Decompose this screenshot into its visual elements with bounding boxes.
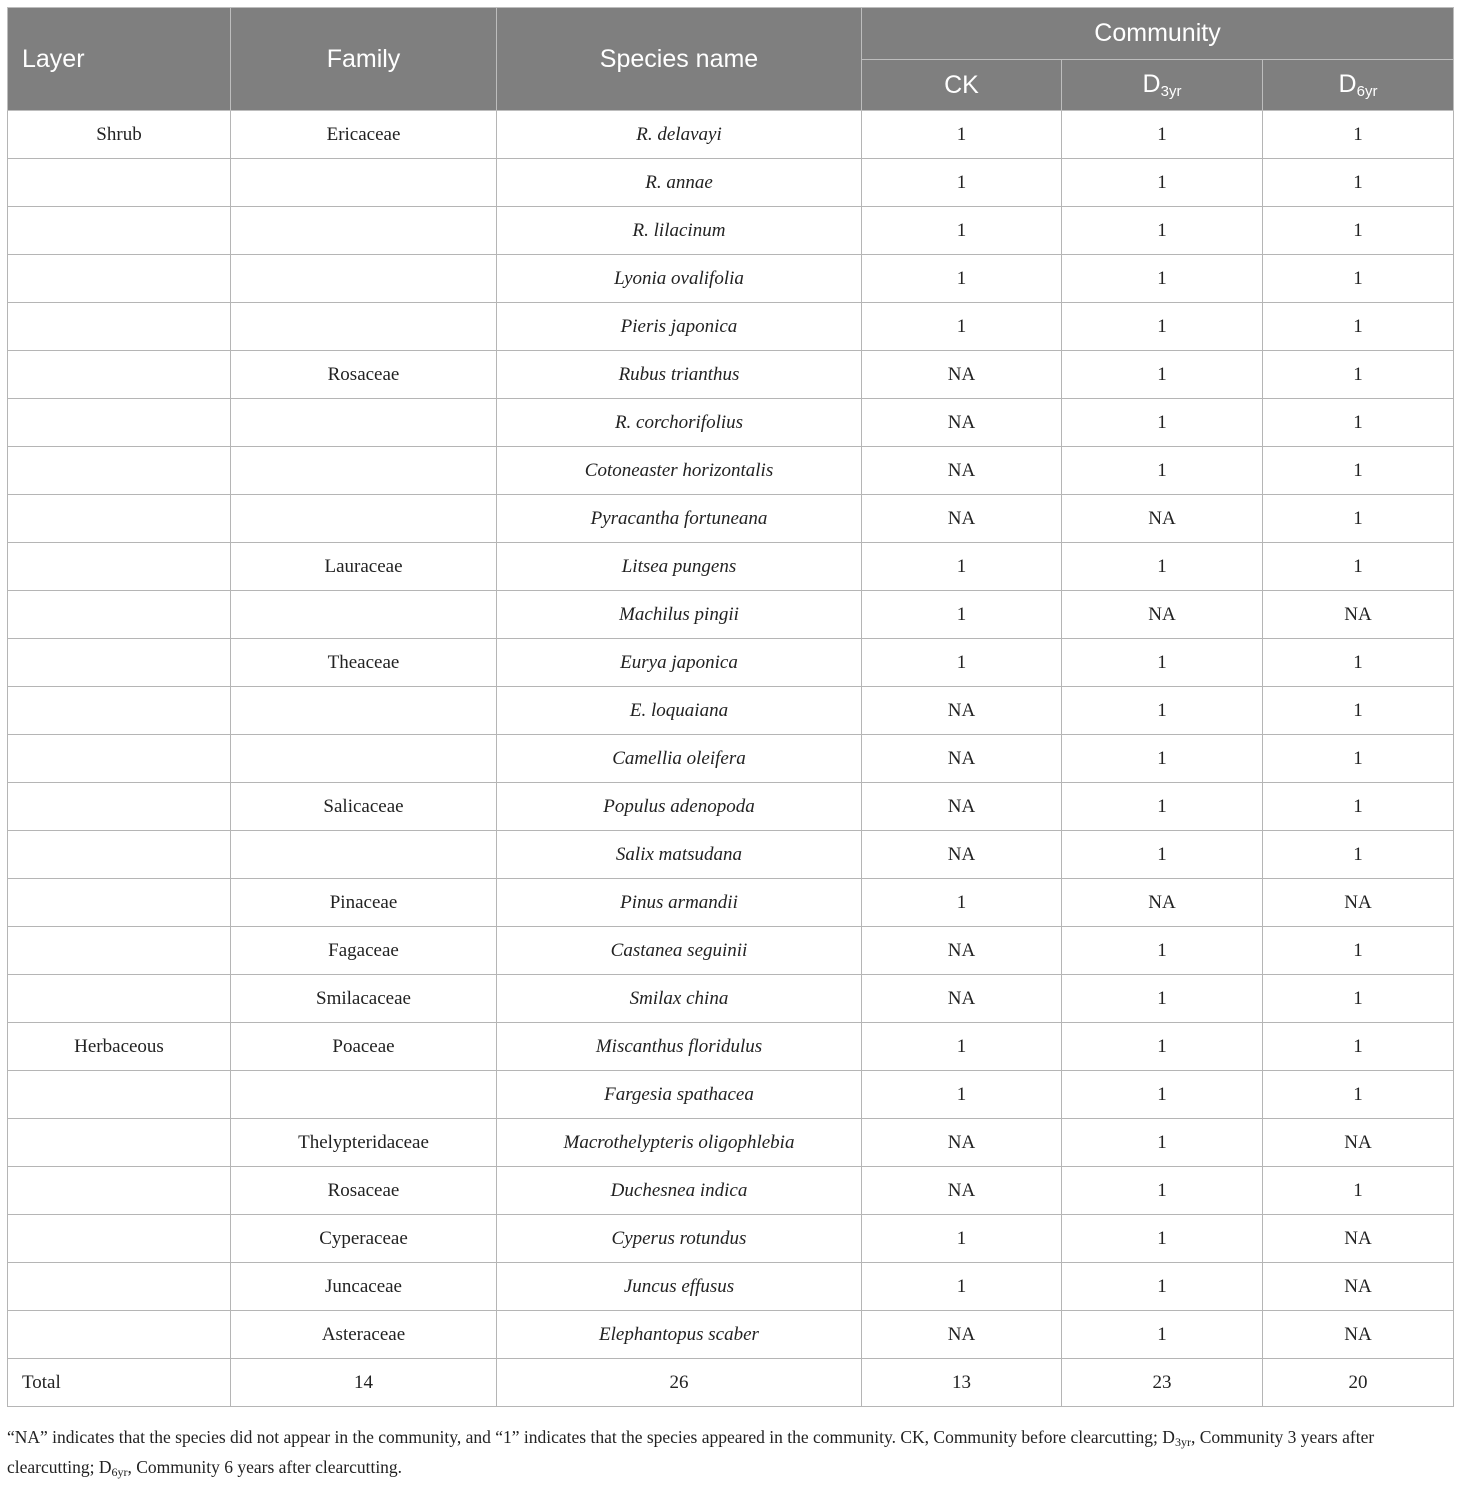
cell-family bbox=[231, 303, 497, 351]
cell-family bbox=[231, 447, 497, 495]
cell-ck: NA bbox=[862, 687, 1062, 735]
cell-family bbox=[231, 831, 497, 879]
cell-d6yr: NA bbox=[1263, 1119, 1454, 1167]
cell-species: Pieris japonica bbox=[497, 303, 862, 351]
cell-d6yr: 1 bbox=[1263, 207, 1454, 255]
header-species: Species name bbox=[497, 8, 862, 111]
table-row bbox=[8, 1215, 1454, 1263]
cell-layer bbox=[8, 927, 231, 975]
cell-species: Fargesia spathacea bbox=[497, 1071, 862, 1119]
cell-family bbox=[231, 687, 497, 735]
cell-family bbox=[231, 255, 497, 303]
cell-species: Rubus trianthus bbox=[497, 351, 862, 399]
cell-d6yr: 1 bbox=[1263, 735, 1454, 783]
table-header bbox=[8, 8, 1454, 111]
cell-layer bbox=[8, 303, 231, 351]
cell-d6yr: 1 bbox=[1263, 351, 1454, 399]
table-row bbox=[8, 1023, 1454, 1071]
cell-family bbox=[231, 591, 497, 639]
cell-d6yr: 1 bbox=[1263, 303, 1454, 351]
cell-d3yr: 1 bbox=[1062, 543, 1263, 591]
cell-d3yr: 1 bbox=[1062, 207, 1263, 255]
total-species: 26 bbox=[497, 1359, 862, 1407]
cell-family: Rosaceae bbox=[231, 1167, 497, 1215]
total-d6yr: 20 bbox=[1263, 1359, 1454, 1407]
cell-layer bbox=[8, 1263, 231, 1311]
table-row bbox=[8, 159, 1454, 207]
cell-layer bbox=[8, 351, 231, 399]
cell-family: Ericaceae bbox=[231, 111, 497, 159]
cell-ck: 1 bbox=[862, 111, 1062, 159]
total-ck: 13 bbox=[862, 1359, 1062, 1407]
cell-ck: 1 bbox=[862, 159, 1062, 207]
cell-d3yr: 1 bbox=[1062, 351, 1263, 399]
cell-layer bbox=[8, 639, 231, 687]
table-row bbox=[8, 735, 1454, 783]
cell-d6yr: 1 bbox=[1263, 1023, 1454, 1071]
header-d6yr: $D_{6yr}$ bbox=[1263, 60, 1454, 111]
cell-d3yr: NA bbox=[1062, 495, 1263, 543]
total-label: Total bbox=[8, 1359, 231, 1407]
cell-layer bbox=[8, 1071, 231, 1119]
cell-species: Cotoneaster horizontalis bbox=[497, 447, 862, 495]
cell-d6yr: 1 bbox=[1263, 927, 1454, 975]
table-row bbox=[8, 447, 1454, 495]
table-row bbox=[8, 399, 1454, 447]
table-body bbox=[8, 111, 1454, 1359]
cell-species: Castanea seguinii bbox=[497, 927, 862, 975]
cell-ck: 1 bbox=[862, 255, 1062, 303]
cell-layer bbox=[8, 1167, 231, 1215]
cell-family: Salicaceae bbox=[231, 783, 497, 831]
cell-species: Populus adenopoda bbox=[497, 783, 862, 831]
cell-ck: NA bbox=[862, 1311, 1062, 1359]
cell-d6yr: 1 bbox=[1263, 1167, 1454, 1215]
cell-layer bbox=[8, 207, 231, 255]
cell-species: Macrothelypteris oligophlebia bbox=[497, 1119, 862, 1167]
cell-species: Salix matsudana bbox=[497, 831, 862, 879]
cell-d3yr: 1 bbox=[1062, 975, 1263, 1023]
cell-ck: 1 bbox=[862, 1023, 1062, 1071]
table-row bbox=[8, 1311, 1454, 1359]
table-row bbox=[8, 303, 1454, 351]
cell-family bbox=[231, 159, 497, 207]
cell-species: R. delavayi bbox=[497, 111, 862, 159]
cell-family bbox=[231, 495, 497, 543]
cell-layer bbox=[8, 159, 231, 207]
cell-ck: NA bbox=[862, 831, 1062, 879]
total-row bbox=[8, 1359, 1454, 1407]
cell-d3yr: 1 bbox=[1062, 1167, 1263, 1215]
cell-d3yr: NA bbox=[1062, 591, 1263, 639]
cell-d6yr: 1 bbox=[1263, 975, 1454, 1023]
header-community: Community bbox=[862, 8, 1454, 60]
table-row bbox=[8, 1263, 1454, 1311]
cell-ck: 1 bbox=[862, 207, 1062, 255]
cell-species: Pyracantha fortuneana bbox=[497, 495, 862, 543]
cell-ck: NA bbox=[862, 1119, 1062, 1167]
cell-family: Asteraceae bbox=[231, 1311, 497, 1359]
cell-d3yr: 1 bbox=[1062, 399, 1263, 447]
cell-species: E. loquaiana bbox=[497, 687, 862, 735]
cell-layer bbox=[8, 495, 231, 543]
cell-ck: NA bbox=[862, 975, 1062, 1023]
cell-family bbox=[231, 1071, 497, 1119]
table-row bbox=[8, 783, 1454, 831]
cell-d3yr: 1 bbox=[1062, 255, 1263, 303]
cell-species: Duchesnea indica bbox=[497, 1167, 862, 1215]
cell-family: Smilacaceae bbox=[231, 975, 497, 1023]
cell-species: Litsea pungens bbox=[497, 543, 862, 591]
cell-layer bbox=[8, 687, 231, 735]
cell-species: Cyperus rotundus bbox=[497, 1215, 862, 1263]
cell-species: Eurya japonica bbox=[497, 639, 862, 687]
cell-d3yr: 1 bbox=[1062, 927, 1263, 975]
cell-d6yr: 1 bbox=[1263, 687, 1454, 735]
total-d3yr: 23 bbox=[1062, 1359, 1263, 1407]
cell-d6yr: 1 bbox=[1263, 447, 1454, 495]
species-table-container bbox=[7, 7, 1453, 1407]
table-row bbox=[8, 351, 1454, 399]
cell-d3yr: 1 bbox=[1062, 639, 1263, 687]
cell-family: Juncaceae bbox=[231, 1263, 497, 1311]
table-row bbox=[8, 927, 1454, 975]
cell-species: Lyonia ovalifolia bbox=[497, 255, 862, 303]
cell-species: Camellia oleifera bbox=[497, 735, 862, 783]
cell-d6yr: 1 bbox=[1263, 543, 1454, 591]
cell-species: Smilax china bbox=[497, 975, 862, 1023]
cell-d6yr: 1 bbox=[1263, 399, 1454, 447]
cell-d3yr: NA bbox=[1062, 879, 1263, 927]
cell-ck: NA bbox=[862, 927, 1062, 975]
cell-layer bbox=[8, 591, 231, 639]
cell-d3yr: 1 bbox=[1062, 783, 1263, 831]
cell-layer bbox=[8, 1119, 231, 1167]
table-row bbox=[8, 111, 1454, 159]
cell-layer bbox=[8, 543, 231, 591]
cell-ck: 1 bbox=[862, 1263, 1062, 1311]
table-row bbox=[8, 543, 1454, 591]
cell-family: Lauraceae bbox=[231, 543, 497, 591]
table-row bbox=[8, 879, 1454, 927]
cell-d3yr: 1 bbox=[1062, 159, 1263, 207]
table-row bbox=[8, 255, 1454, 303]
cell-d6yr: NA bbox=[1263, 1311, 1454, 1359]
cell-family bbox=[231, 207, 497, 255]
header-ck: CK bbox=[862, 60, 1062, 111]
cell-family: Rosaceae bbox=[231, 351, 497, 399]
cell-species: R. lilacinum bbox=[497, 207, 862, 255]
cell-species: Juncus effusus bbox=[497, 1263, 862, 1311]
table-row bbox=[8, 591, 1454, 639]
cell-d6yr: NA bbox=[1263, 879, 1454, 927]
cell-d3yr: 1 bbox=[1062, 735, 1263, 783]
cell-layer: Herbaceous bbox=[8, 1023, 231, 1071]
cell-ck: 1 bbox=[862, 543, 1062, 591]
cell-family: Fagaceae bbox=[231, 927, 497, 975]
cell-species: Miscanthus floridulus bbox=[497, 1023, 862, 1071]
cell-d3yr: 1 bbox=[1062, 1071, 1263, 1119]
cell-d6yr: 1 bbox=[1263, 831, 1454, 879]
cell-species: Pinus armandii bbox=[497, 879, 862, 927]
cell-layer bbox=[8, 831, 231, 879]
cell-ck: NA bbox=[862, 399, 1062, 447]
cell-d6yr: 1 bbox=[1263, 783, 1454, 831]
cell-family: Cyperaceae bbox=[231, 1215, 497, 1263]
table-row bbox=[8, 639, 1454, 687]
table-row bbox=[8, 975, 1454, 1023]
cell-d6yr: NA bbox=[1263, 591, 1454, 639]
cell-d3yr: 1 bbox=[1062, 303, 1263, 351]
cell-family bbox=[231, 735, 497, 783]
cell-d6yr: 1 bbox=[1263, 255, 1454, 303]
cell-family bbox=[231, 399, 497, 447]
cell-family: Pinaceae bbox=[231, 879, 497, 927]
cell-ck: NA bbox=[862, 495, 1062, 543]
table-row bbox=[8, 1119, 1454, 1167]
cell-d3yr: 1 bbox=[1062, 1023, 1263, 1071]
total-family: 14 bbox=[231, 1359, 497, 1407]
table-footnote: “NA” indicates that the species did not appear in the community, and “1” indicates that the species appeared in the community. CK, Community before clearcutting; $D_{3yr}$, Community 3 years after clearcutting; $D_{6yr}$, Community 6 years after clearcutting. bbox=[7, 1427, 1375, 1479]
cell-layer bbox=[8, 255, 231, 303]
cell-species: R. corchorifolius bbox=[497, 399, 862, 447]
cell-species: Machilus pingii bbox=[497, 591, 862, 639]
cell-layer bbox=[8, 975, 231, 1023]
cell-ck: 1 bbox=[862, 639, 1062, 687]
cell-family: Thelypteridaceae bbox=[231, 1119, 497, 1167]
cell-d6yr: 1 bbox=[1263, 159, 1454, 207]
table-row bbox=[8, 687, 1454, 735]
cell-d6yr: 1 bbox=[1263, 1071, 1454, 1119]
cell-d6yr: 1 bbox=[1263, 495, 1454, 543]
cell-layer bbox=[8, 735, 231, 783]
cell-d6yr: NA bbox=[1263, 1215, 1454, 1263]
cell-ck: 1 bbox=[862, 1071, 1062, 1119]
species-table bbox=[7, 7, 1454, 1407]
cell-d6yr: 1 bbox=[1263, 111, 1454, 159]
table-row bbox=[8, 495, 1454, 543]
cell-layer bbox=[8, 783, 231, 831]
cell-ck: NA bbox=[862, 735, 1062, 783]
cell-ck: 1 bbox=[862, 303, 1062, 351]
cell-d3yr: 1 bbox=[1062, 1119, 1263, 1167]
cell-layer bbox=[8, 1215, 231, 1263]
cell-ck: NA bbox=[862, 1167, 1062, 1215]
cell-layer bbox=[8, 399, 231, 447]
cell-d3yr: 1 bbox=[1062, 1215, 1263, 1263]
cell-ck: NA bbox=[862, 447, 1062, 495]
header-family: Family bbox=[231, 8, 497, 111]
cell-ck: 1 bbox=[862, 591, 1062, 639]
table-row bbox=[8, 1071, 1454, 1119]
cell-d6yr: NA bbox=[1263, 1263, 1454, 1311]
header-layer: Layer bbox=[8, 8, 231, 111]
table-row bbox=[8, 1167, 1454, 1215]
table-total bbox=[8, 1359, 1454, 1407]
cell-family: Poaceae bbox=[231, 1023, 497, 1071]
cell-layer bbox=[8, 879, 231, 927]
cell-d3yr: 1 bbox=[1062, 687, 1263, 735]
header-d3yr: $D_{3yr}$ bbox=[1062, 60, 1263, 111]
cell-family: Theaceae bbox=[231, 639, 497, 687]
cell-ck: NA bbox=[862, 351, 1062, 399]
cell-d3yr: 1 bbox=[1062, 447, 1263, 495]
cell-d3yr: 1 bbox=[1062, 831, 1263, 879]
cell-ck: 1 bbox=[862, 1215, 1062, 1263]
cell-layer: Shrub bbox=[8, 111, 231, 159]
cell-d3yr: 1 bbox=[1062, 1263, 1263, 1311]
cell-layer bbox=[8, 447, 231, 495]
cell-layer bbox=[8, 1311, 231, 1359]
cell-species: R. annae bbox=[497, 159, 862, 207]
cell-ck: 1 bbox=[862, 879, 1062, 927]
cell-ck: NA bbox=[862, 783, 1062, 831]
cell-d3yr: 1 bbox=[1062, 111, 1263, 159]
cell-d6yr: 1 bbox=[1263, 639, 1454, 687]
cell-species: Elephantopus scaber bbox=[497, 1311, 862, 1359]
cell-d3yr: 1 bbox=[1062, 1311, 1263, 1359]
table-row bbox=[8, 831, 1454, 879]
table-row bbox=[8, 207, 1454, 255]
